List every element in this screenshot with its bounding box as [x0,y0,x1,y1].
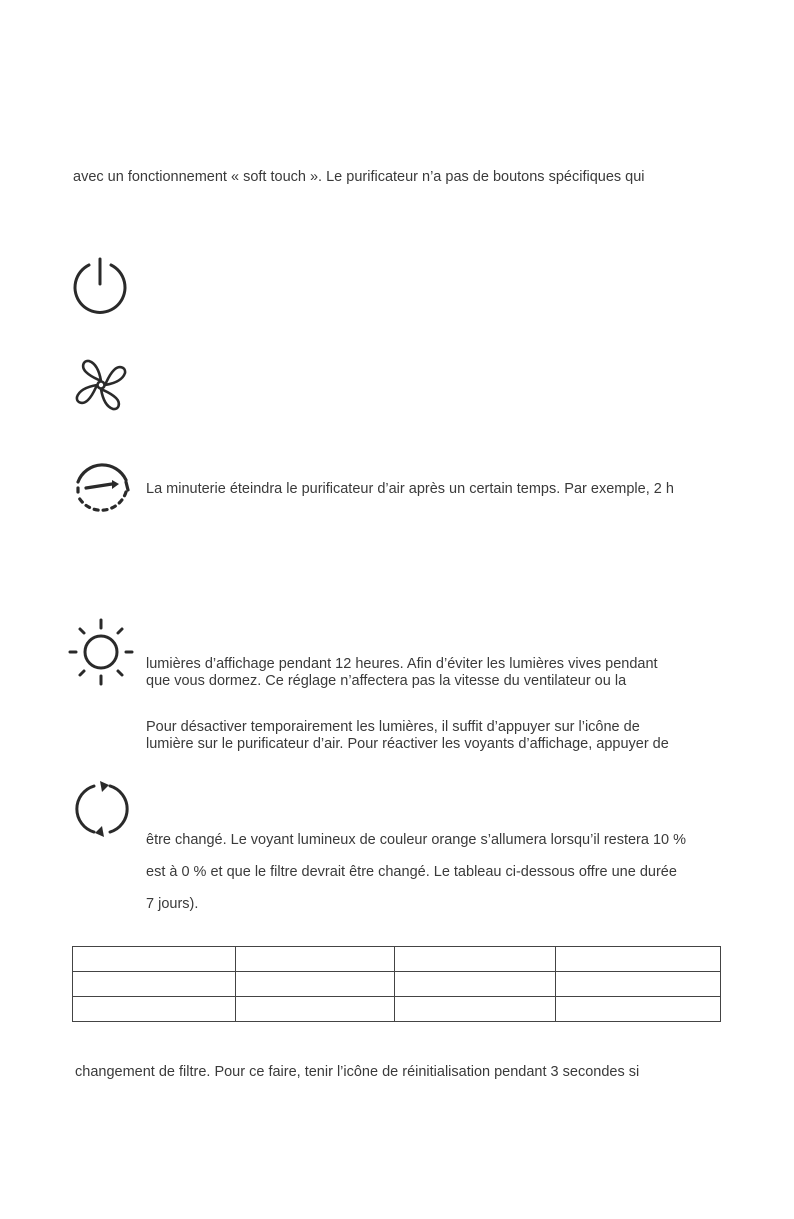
table-cell [556,947,721,972]
filter-life-table [72,946,721,1022]
fan-icon [70,355,132,415]
display-text-line-3: Pour désactiver temporairement les lumières, il suffit d’appuyer sur l’icône de [146,719,640,735]
table-cell [395,997,556,1022]
table-row [73,947,721,972]
display-text-line-4: lumière sur le purificateur d’air. Pour réactiver les voyants d’affichage, appuyer de [146,736,669,752]
table-cell [556,997,721,1022]
table-cell [235,997,395,1022]
filter-text-line-3: 7 jours). [146,896,199,912]
reset-text: changement de filtre. Pour ce faire, tenir l’icône de réinitialisation pendant 3 secondes si [75,1064,640,1080]
table-row [73,997,721,1022]
filter-text-line-1: être changé. Le voyant lumineux de couleur orange s’allumera lorsqu’il restera 10 % [146,832,687,848]
display-text-line-1: lumières d’affichage pendant 12 heures. Afin d’éviter les lumières vives pendant [146,656,658,672]
timer-icon [72,458,132,520]
filter-text-line-2: est à 0 % et que le filtre devrait être changé. Le tableau ci-dessous offre une durée [146,864,677,880]
table-cell [395,972,556,997]
table-cell [235,972,395,997]
table-cell [73,947,236,972]
table-row [73,972,721,997]
intro-text: avec un fonctionnement « soft touch ». Le purificateur n’a pas de boutons spécifiques qui [73,169,645,185]
refresh-icon [70,778,134,840]
table-cell [235,947,395,972]
sun-icon [68,618,134,686]
table-cell [73,997,236,1022]
table-cell [556,972,721,997]
power-icon [70,255,130,315]
table-cell [73,972,236,997]
display-text-line-2: que vous dormez. Ce réglage n’affectera pas la vitesse du ventilateur ou la [146,673,627,689]
table-cell [395,947,556,972]
timer-text: La minuterie éteindra le purificateur d’air après un certain temps. Par exemple, 2 h [146,481,674,497]
